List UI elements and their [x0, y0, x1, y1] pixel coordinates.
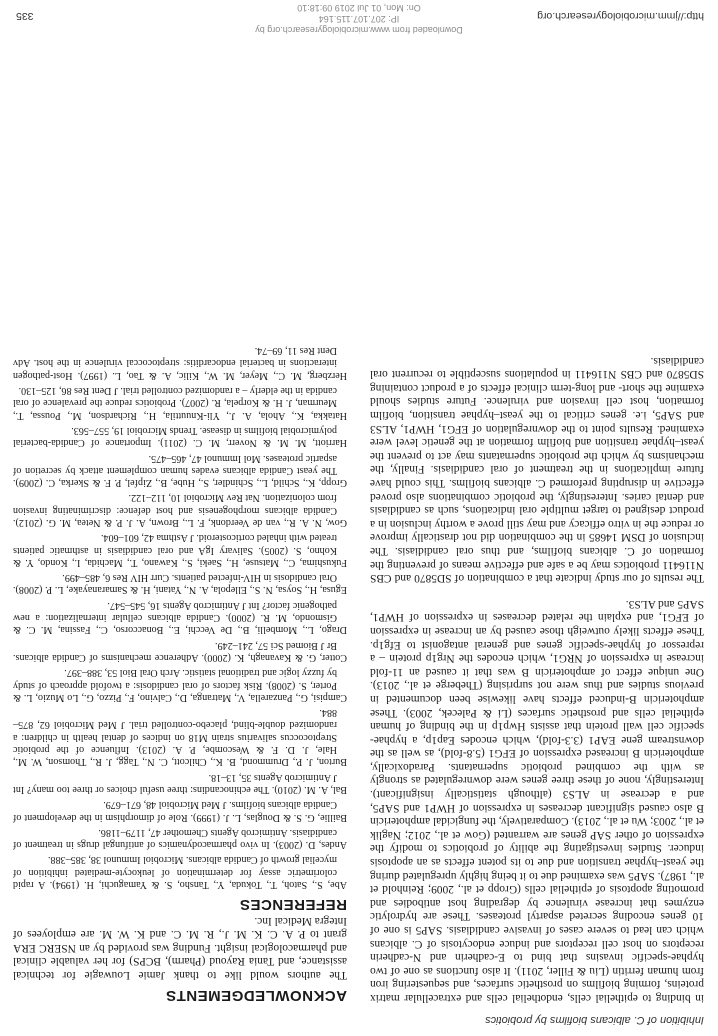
reference-item: Fukushima, C., Matsuse, H., Saeki, S., Kawano, T., Machida, I., Kondo, Y. & Kohno, S. (2005). Salivary IgA and oral candidiasis in asthmatic patients treated with inhaled corticosteroid. J Asthma 42, 601–604. [13, 532, 347, 568]
reference-item: Bal, A. M. (2010). The echinocandins: three useful choices or three too many? Int J Antimicrob Agents 35, 13–18. [13, 771, 347, 795]
journal-url: http://jmm.microbiologyresearch.org [537, 10, 704, 22]
running-title: Inhibition of C. albicans biofilms by probiotics [485, 1014, 704, 1026]
body-column-right [13, 341, 347, 1004]
reference-list [13, 344, 347, 890]
reference-item: Egusa, H., Soysa, N. S., Ellepola, A. N., Yatani, H. & Samaranayake, L. P. (2008). Oral candidosis in HIV-infected patients. Curr HIV Res 6, 485–499. [13, 572, 347, 596]
watermark-downloaded: Downloaded from www.microbiologyresearch.org by [255, 25, 463, 35]
reference-item: Cotter, G. & Kavanagh, K. (2000). Adherence mechanisms of Candida albicans. Br J Biomed Sci 57, 241–249. [13, 639, 347, 663]
reference-item: Gropp, K., Schild, L., Schindler, S., Hube, B., Zipfel, P. F. & Skerka, C. (2009). The yeast Candida albicans evades human complement attack by secretion of aspartic proteases. Mol Immunol 47, 465–475. [13, 452, 347, 489]
body-column-left [370, 353, 704, 1004]
page-number: 335 [16, 10, 34, 22]
reference-item: Baillie, G. S. & Douglas, L. J. (1999). Role of dimorphism in the development of Candida albicans biofilms. J Med Microbiol 48, 671–679. [13, 799, 347, 823]
reference-item: Campisi, G., Panzarella, V., Matranga, D., Calvino, F., Pizzo, G., Lo Muzio, L. & Porter, S. (2008). Risk factors of oral candidosis: a twofold approach of study by fuzzy logic and traditional statistic. Arch Oral Biol 53, 388–397. [13, 667, 347, 703]
reference-item: Hatakka, K., Ahola, A. J., Yli-Knuuttila, H., Richardson, M., Poussa, T., Meurman, J. H. & Korpela, R. (2007). Probiotics reduce the prevalence of oral candida in the elderly – a randomized controlled trial. J Dent Res 86, 125–130. [13, 385, 347, 421]
reference-item: Drago, L., Mombelli, B., De Vecchi, E., Bonaccorso, C., Fassina, M. C. & Gismondo, M. R. (2000). Candida albicans cellular internalization: a new pathogenic factor? Int J Antimicrob Agents 16, 545–547. [13, 599, 347, 636]
reference-item: Andes, D. (2003). In vivo pharmacodynamics of antifungal drugs in treatment of candidiasis. Antimicrob Agents Chemother 47, 1179–1186. [13, 826, 347, 851]
watermark-date: On: Mon, 01 Jul 2019 09:18:10 [297, 3, 421, 13]
body-paragraph-2: The results of our study indicate that a combination of SD5870 and CBS N116411 probiotics may be a safe and effective means of preventing the formation of C. albicans biofilms, and thus oral candidiasis. The inclusion of DSM 14685 in the combination did not drastically improve or reduce the in vitro efficacy and may still prove a worthy inclusion in a product designed to target multiple oral indications, such as candidiasis and dental caries. Interestingly, the probiotic combinations also proved effective in disrupting preformed C. albicans biofilms. This could have future implications in the treatment of oral candidiasis. Finally, the mechanisms by which the probiotic supernatants may act to prevent the yeast–hyphae transition and biofilm formation at the genetic level were examined. Results point to the downregulation of EFG1, HWP1, ALS3 and SAP5, i.e. genes critical to the yeast–hyphae transition, biofilm formation, host cell invasion and virulence. Future studies should examine the short- and long-term clinical effects of a product containing SD5870 and CBS N116411 in populations susceptible to recurrent oral candidiasis. [370, 354, 704, 585]
references-heading: REFERENCES [239, 896, 347, 914]
download-watermark [0, 2, 718, 35]
reference-item: Herzberg, M. C., Meyer, M. W., Kilic, A. & Tao, L. (1997). Host-pathogen interactions in bacterial endocarditis: streptococcal virulence in the host. Adv Dent Res 11, 69–74. [13, 345, 347, 381]
acknowledgements-heading: ACKNOWLEDGEMENTS [165, 987, 347, 1004]
reference-item: Abe, S., Satoh, T., Tokuda, Y., Tansho, S. & Yamaguchi, H. (1994). A rapid colorimetric assay for determination of leukocyte-mediated inhibition of mycelial growth of Candida albicans. Microbiol Immunol 38, 385–388. [13, 854, 347, 891]
reference-item: Gow, N. A. R., van de Veerdonk, F. L., Brown, A. J. P. & Netea, M. G. (2012). Candida albicans morphogenesis and host defence: discriminating invasion from colonization. Nat Rev Microbiol 10, 112–122. [13, 492, 347, 529]
body-paragraph-1: in binding to epithelial cells, endothelial cells and extracellular matrix proteins, forming biofilms on prosthetic surfaces, and sequestering iron from human ferritin (Liu & Filler, 2011). It also functions as one of two hyphae-specific invasins that bind to E-cadherin and N-cadherin receptors on host cell receptors and induce endocytosis of C. albicans which can lead to severe cases of invasive candidiasis. SAP5 is one of 10 genes encoding secreted aspartyl proteases. These are hydrolytic enzymes that increase virulence by degrading host antibodies and promoting apoptosis of epithelial cells (Gropp et al., 2009; Reinhold et al., 1987). SAP5 was examined due to it being highly upregulated during the yeast–hyphae transition and due to its potent effects as an apoptosis inducer. Studies investigating the ability of probiotics to modify the expression of other SAP genes are warranted (Gow et al., 2012; Naglik et al., 2003; Wu et al., 2013). Comparatively, the fungicidal amphotericin B also caused significant decreases in expression of HWP1 and SAP5, and a decrease in ALS3 (although statistically insignificant). Interestingly, none of these three genes were downregulated as strongly as with the combined probiotic supernatants. Paradoxically, amphotericin B increased expression of EFG1 (5.8-fold), as well as the downstream gene EAP1 (3.3-fold), which encodes Eap1p, a hyphae-specific cell wall protein that assists Hwp1p in the binding of human epithelial cells and prosthetic surfaces (Li & Palecek, 2003). These amphotericin B-induced effects have likewise been documented in previous studies and thus were not surprising (Theberge et al., 2013). One unique effect of amphotericin B was that it caused an 11-fold increase in expression of NRG1, which encodes the Nrg1p protein – a repressor of hyphae-specific genes and general antagonist to Efg1p. These effects likely outweigh those caused by an increase in expression of EFG1, and explain the related decreases in expression of HWP1, SAP5 and ALS3. [370, 597, 704, 1004]
watermark-ip: IP: 207.107.115.164 [318, 14, 400, 24]
reference-item: Harriott, M. M. & Noverr, M. C. (2011). Importance of Candida-bacterial polymicrobial biofilms in disease. Trends Microbiol 19, 557–563. [13, 424, 347, 449]
reference-item: Burton, J. P., Drummond, B. K., Chilcott, C. N., Tagg, J. R., Thomson, W. M., Hale, J. D. F. & Wescombe, P. A. (2013). Influence of the probiotic Streptococcus salivarius strain M18 on indices of dental health in children: a randomized double-blind, placebo-controlled trial. J Med Microbiol 62, 875–884. [13, 707, 347, 768]
acknowledgements-text: The authors would like to thank Jamie Louwagie for technical assistance, and Tania Rayoud (Pharm), BCPS) for her valuable clinical and pharmacological insight. Funding was provided by an NSERC ERA grant to P. A. C. K. M. J., R. M. C. and K. W. M. are employees of Integra Medical Inc. [13, 914, 347, 981]
